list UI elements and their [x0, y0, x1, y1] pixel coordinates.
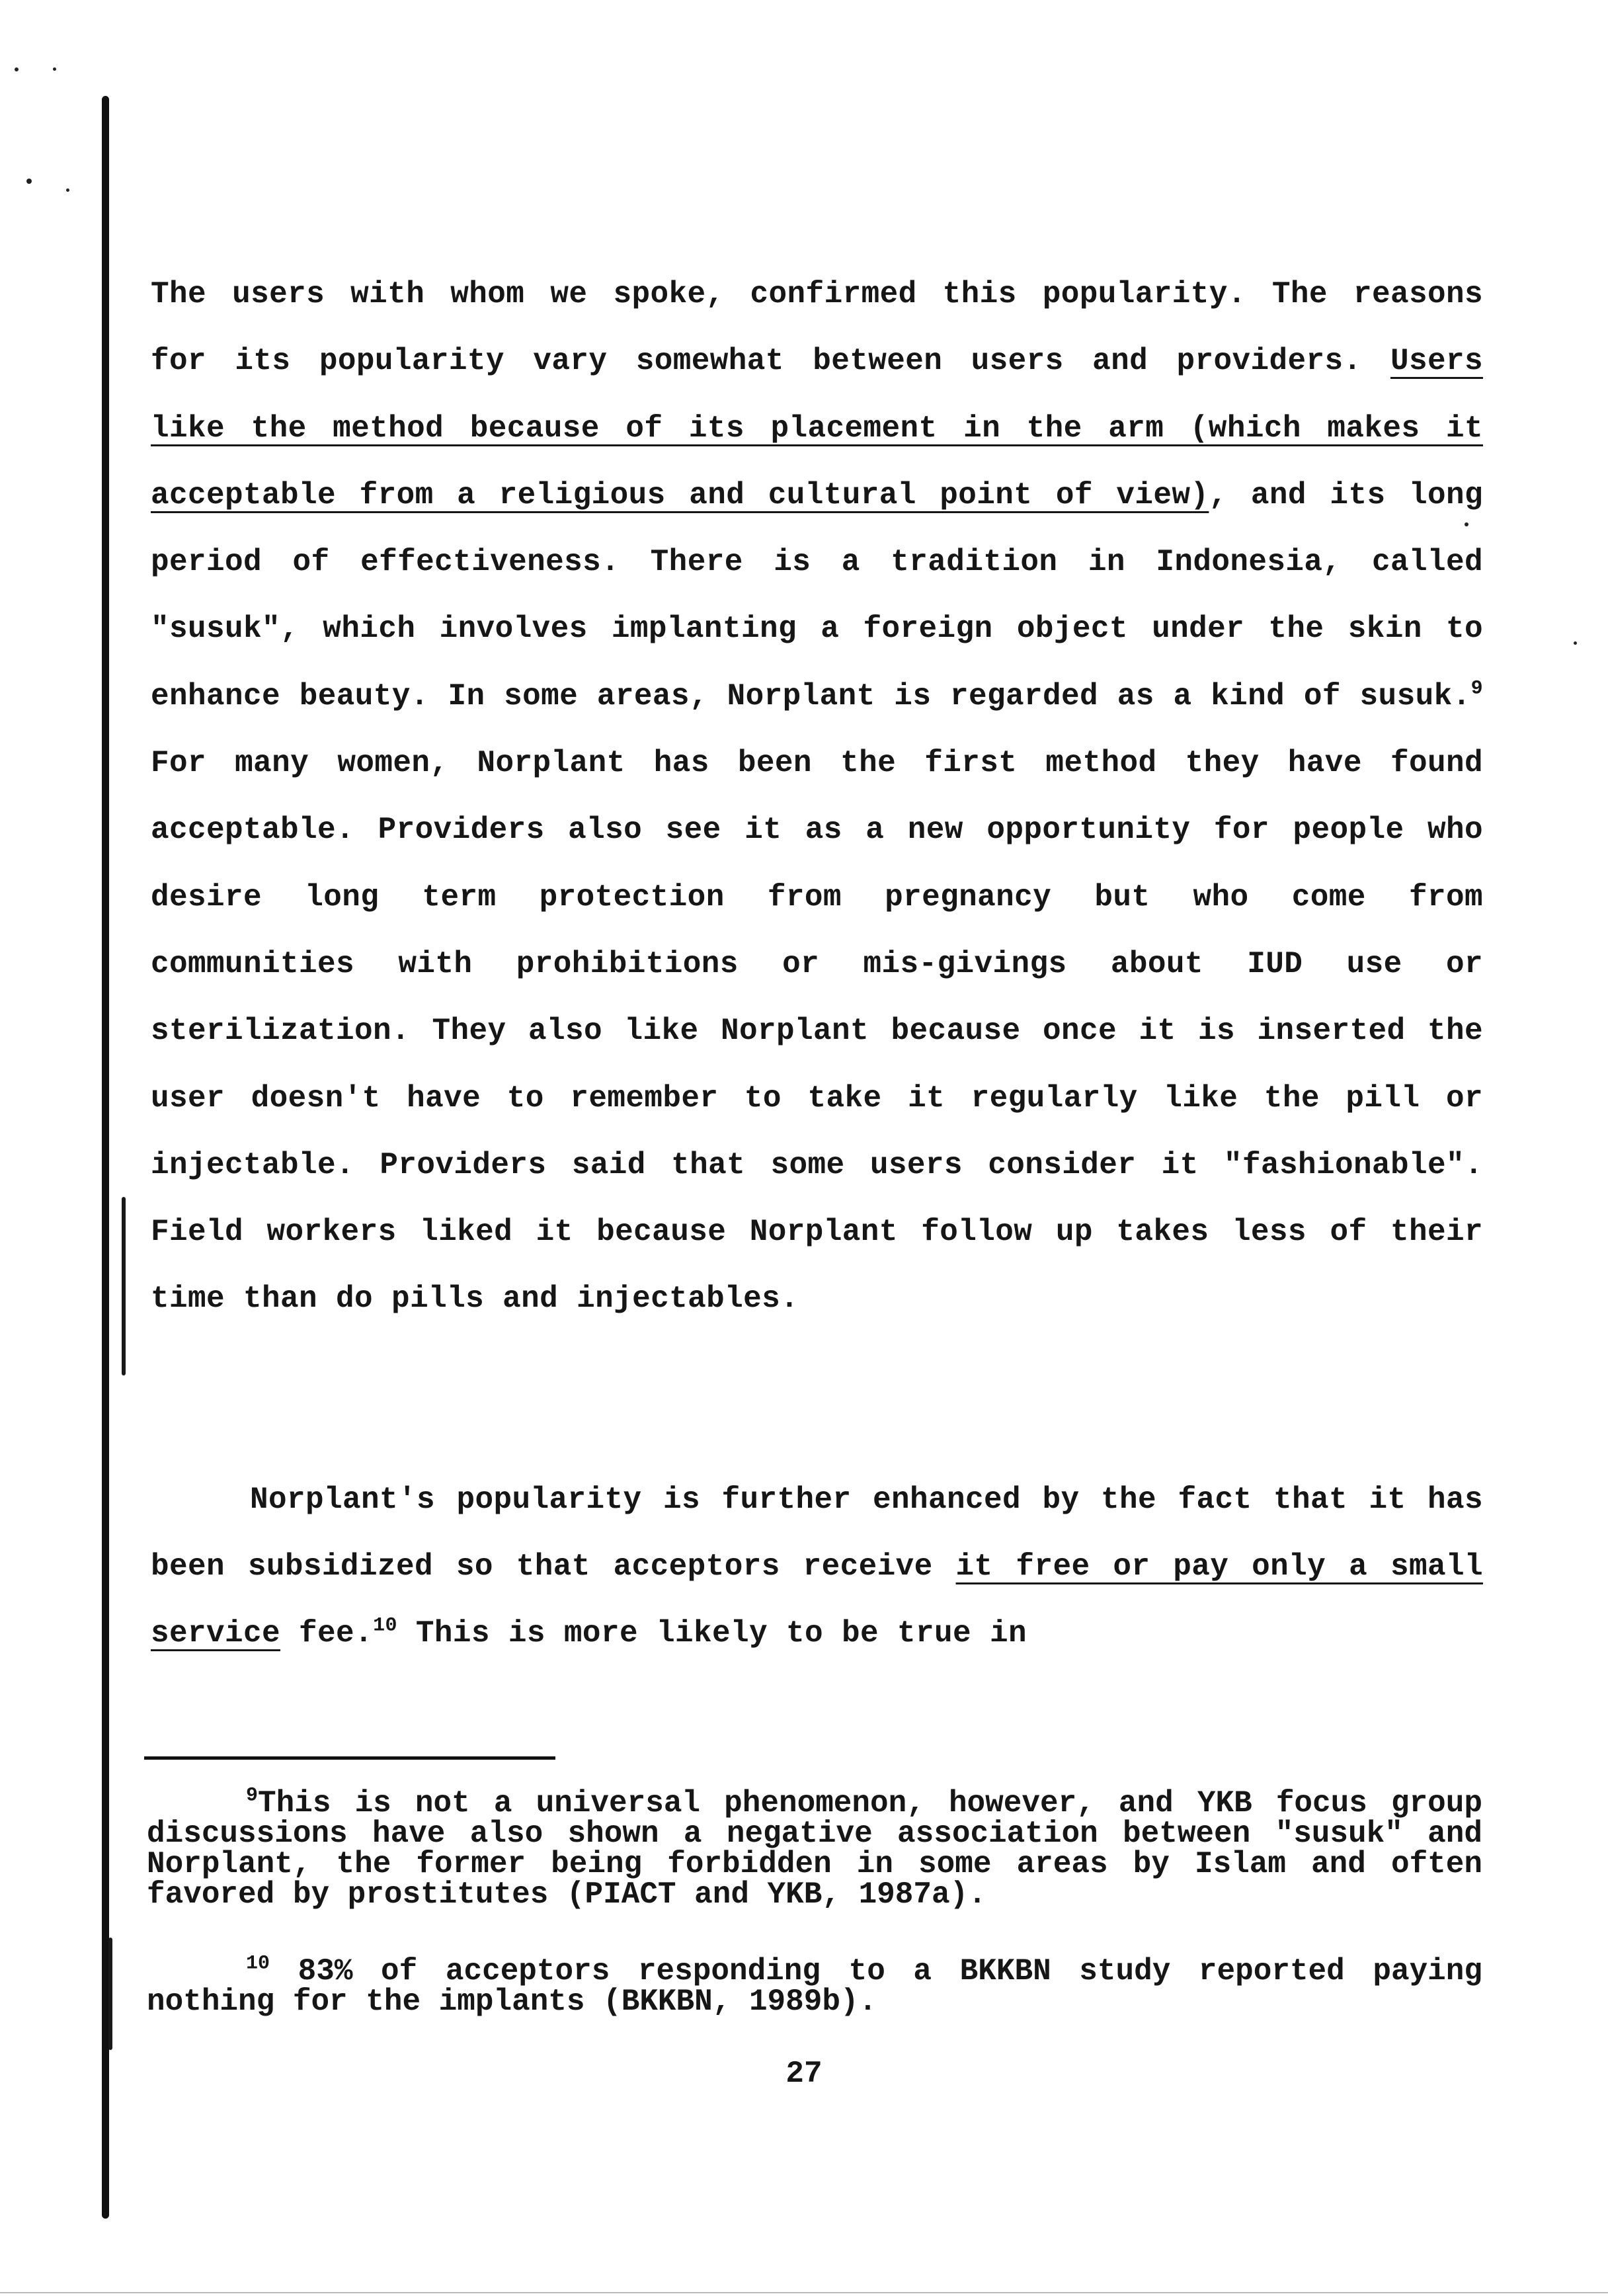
scan-bottom-edge	[0, 2292, 1608, 2293]
scan-speck	[1574, 641, 1577, 645]
underlined-text: Users like the method because of its placement in the arm (which makes it acceptable from a religious and cultural point of view)	[151, 344, 1483, 512]
text-segment: This is more likely to be true in	[397, 1616, 1027, 1651]
text-segment: The users with whom we spoke, confirmed this popularity. The reasons for its popularity vary somewhat between users and providers.	[151, 277, 1483, 379]
page-number: 27	[785, 2057, 823, 2091]
footnote-10	[147, 1952, 1482, 2019]
footnote-mark: 9	[246, 1784, 259, 1807]
footnote-9	[147, 1784, 1482, 1912]
scan-margin-bar	[102, 96, 109, 2219]
scan-speck	[26, 179, 32, 184]
body-paragraph-2	[151, 1467, 1483, 1667]
footnote-reference: 9	[1470, 677, 1483, 700]
footnote-text: This is not a universal phenomenon, however, and YKB focus group discussions have also shown a negative association between "susuk" and Norplant, the former being forbidden in some areas by Islam and often favored by prostitutes (PIACT and YKB, 1987a).	[147, 1786, 1482, 1912]
scan-speck	[53, 67, 56, 71]
scan-speck	[66, 188, 69, 192]
body-paragraph-1	[151, 261, 1483, 1333]
margin-annotation-line	[122, 1197, 126, 1375]
footnote-mark: 10	[246, 1952, 270, 1975]
text-segment: For many women, Norplant has been the first method they have found acceptable. Providers also see it as a new opportunity for people who desire long term protection from pregnancy but who come from communities with prohibitions or mis-givings about IUD use or sterilization. They also like Norplant because once it is inserted the user doesn't have to remember to take it regularly like the pill or injectable. Providers said that some users consider it "fashionable". Field workers liked it because Norplant follow up takes less of their time than do pills and injectables.	[151, 746, 1483, 1317]
footnote-text: 83% of acceptors responding to a BKKBN study reported paying nothing for the implants (BKKBN, 1989b).	[147, 1954, 1482, 2019]
text-segment: fee.	[280, 1616, 374, 1651]
scan-speck	[15, 67, 19, 71]
underlined-text: it free or pay only a small service	[151, 1549, 1483, 1651]
text-segment: , and its long period of effectiveness. There is a tradition in Indonesia, called "susuk", which involves implanting a foreign object under the skin to enhance beauty. In some areas, Norplant is regarded as a kind of susuk.	[151, 477, 1483, 714]
footnote-separator	[144, 1756, 555, 1760]
footnote-reference: 10	[373, 1614, 397, 1637]
text-segment: Norplant's popularity is further enhanced by the fact that it has been subsidized so that acceptors receive	[151, 1483, 1483, 1584]
margin-annotation-line	[108, 1938, 112, 2050]
